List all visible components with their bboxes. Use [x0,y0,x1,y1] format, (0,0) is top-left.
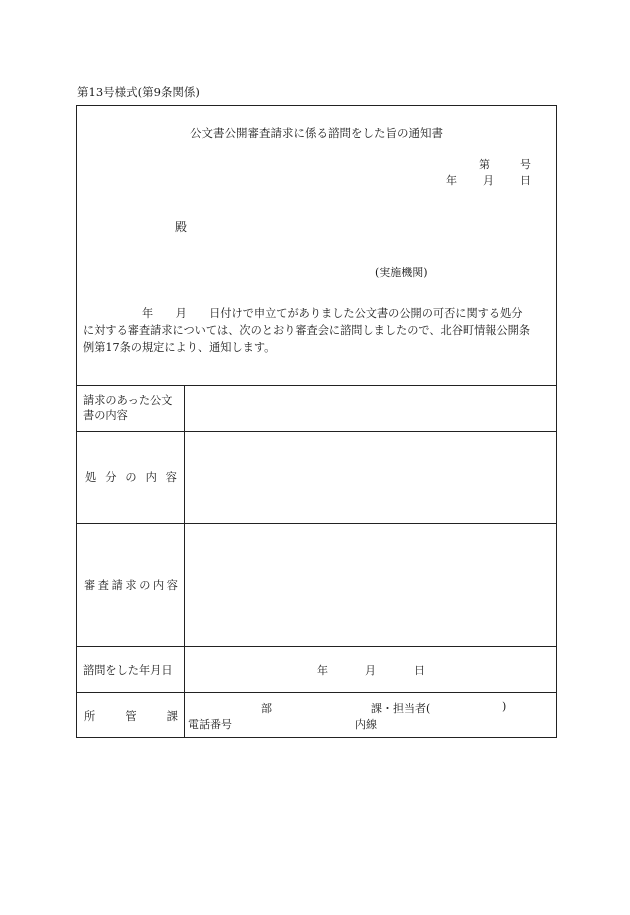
contact-close-paren: ) [502,700,507,713]
notice-body-line: に対する審査請求については、次のとおり審査会に諮問しましたので、北谷町情報公開条 [83,324,531,337]
document-number-prefix: 第 [479,158,490,171]
phone-number-label: 電話番号 [188,718,232,731]
row-divider [77,692,556,693]
notice-body [83,305,555,356]
row-divider [77,646,556,647]
label-char: 求 [125,579,137,592]
row-divider [77,431,556,432]
consultation-date-year: 年 [317,664,328,677]
label-char: 課 [166,710,178,723]
notice-body-line: 例第17条の規定により、通知します。 [83,341,276,354]
row-label-line: 請求のあった公文 [83,394,173,407]
document-number-suffix: 号 [520,158,531,171]
notice-form [76,105,557,738]
label-char: 容 [165,471,177,484]
row-label-disposition [85,469,177,485]
row-label-requested-document [83,393,179,423]
issue-date-month: 月 [483,174,494,187]
document-number [479,156,531,172]
implementing-agency: (実施機関) [375,266,428,279]
row-label-consultation-date: 諮問をした年月日 [83,664,173,677]
label-char: 内 [152,579,165,592]
row-label-line: 書の内容 [83,409,128,422]
appeal-value[interactable] [187,530,555,640]
row-label-appeal [84,577,178,593]
document-title: 公文書公開審査請求に係る諮問をした旨の通知書 [190,126,443,140]
column-divider [184,385,185,737]
label-char: 所 [84,710,96,723]
row-divider [77,523,556,524]
label-char: 請 [111,579,123,592]
addressee-honorific: 殿 [175,220,188,234]
row-label-department [84,708,178,724]
label-char: 管 [125,710,137,723]
notice-body-line: 年 月 日付けで申立てがありました公文書の公開の可否に関する処分 [142,307,523,320]
label-char: 査 [97,579,109,592]
label-char: 審 [84,579,96,592]
extension-label: 内線 [355,718,377,731]
consultation-date-day: 日 [414,664,425,677]
issue-date-year: 年 [446,174,457,187]
label-char: の [139,579,151,592]
requested-document-value[interactable] [187,396,555,426]
section-contact-label: 課・担当者( [371,702,431,715]
label-char: 処 [85,471,97,484]
issue-date-day: 日 [520,174,531,187]
label-char: 容 [166,579,178,592]
issue-date [446,172,531,188]
label-char: 内 [145,471,157,484]
disposition-value[interactable] [187,438,555,518]
consultation-date-month: 月 [365,664,376,677]
label-char: 分 [105,471,117,484]
table-top-rule [77,385,556,386]
department-label: 部 [261,702,272,715]
form-number: 第13号様式(第9条関係) [77,85,200,99]
label-char: の [125,471,137,484]
